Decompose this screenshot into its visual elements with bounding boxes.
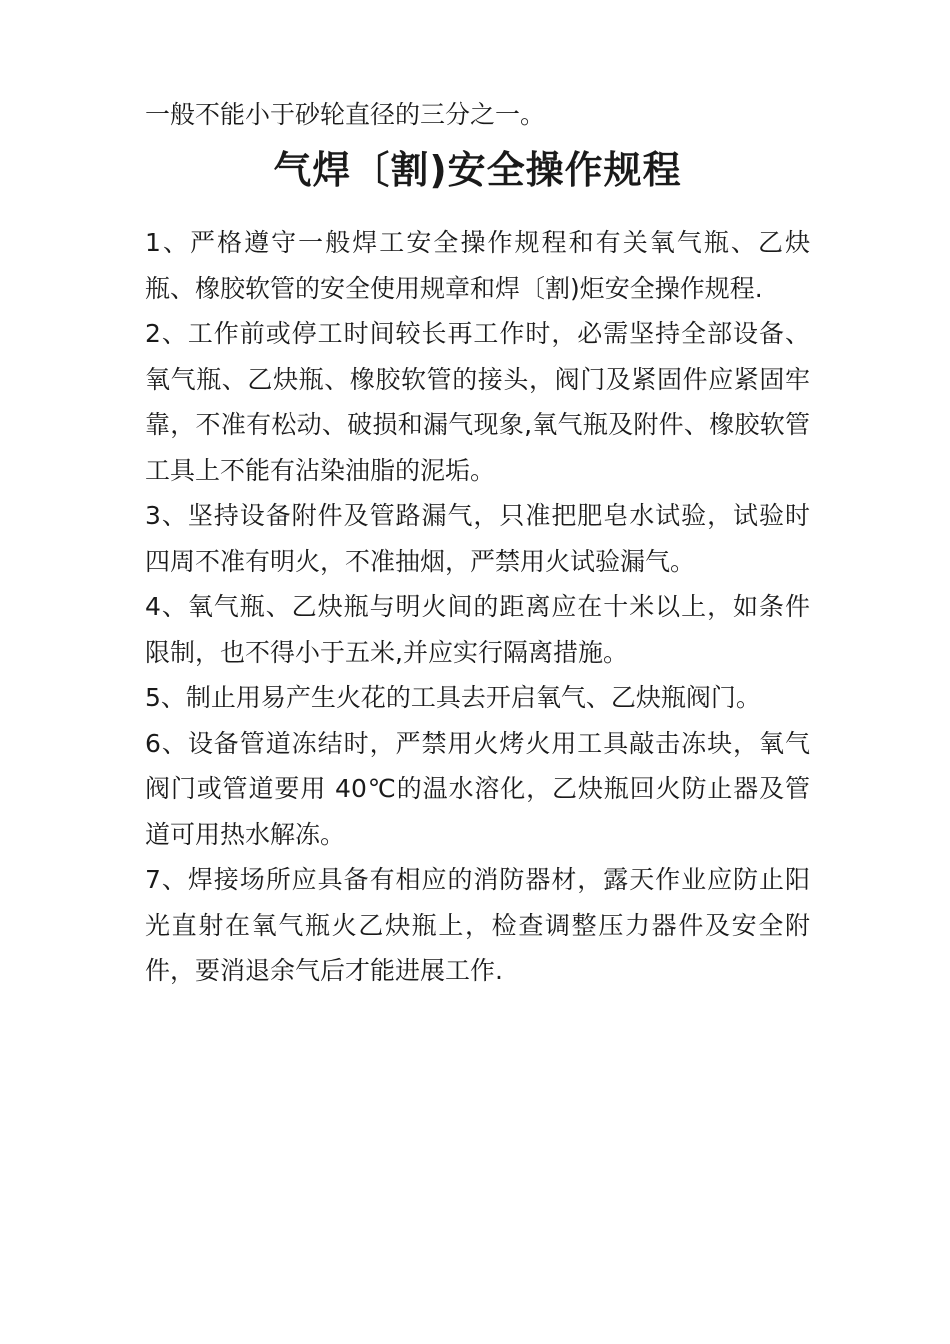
rule-item-4: 4、氧气瓶、乙炔瓶与明火间的距离应在十米以上，如条件限制，也不得小于五米,并应实行隔离措施。 <box>145 592 810 667</box>
rule-item-5: 5、制止用易产生火花的工具去开启氧气、乙炔瓶阀门。 <box>145 683 761 712</box>
document-title: 气焊〔割)安全操作规程 <box>273 148 682 192</box>
rule-item-7: 7、焊接场所应具备有相应的消防器材，露天作业应防止阳光直射在氧气瓶火乙炔瓶上，检查调整压力器件及安全附件，要消退余气后才能进展工作. <box>145 865 810 985</box>
carryover-text: 一般不能小于砂轮直径的三分之一。 <box>145 100 546 129</box>
document-body <box>145 92 810 994</box>
rule-item-3: 3、坚持设备附件及管路漏气，只准把肥皂水试验，试验时四周不准有明火，不准抽烟，严禁用火试验漏气。 <box>145 501 810 576</box>
rule-item-1: 1、严格遵守一般焊工安全操作规程和有关氧气瓶、乙炔瓶、橡胶软管的安全使用规章和焊〔割)炬安全操作规程. <box>145 228 810 303</box>
rule-item-6: 6、设备管道冻结时，严禁用火烤火用工具敲击冻块，氧气阀门或管道要用 40℃的温水溶化，乙炔瓶回火防止器及管道可用热水解冻。 <box>145 728 810 849</box>
rule-item-2: 2、工作前或停工时间较长再工作时，必需坚持全部设备、氧气瓶、乙炔瓶、橡胶软管的接头，阀门及紧固件应紧固牢靠，不准有松动、破损和漏气现象,氧气瓶及附件、橡胶软管工具上不能有沾染油脂的泥垢。 <box>145 319 810 485</box>
